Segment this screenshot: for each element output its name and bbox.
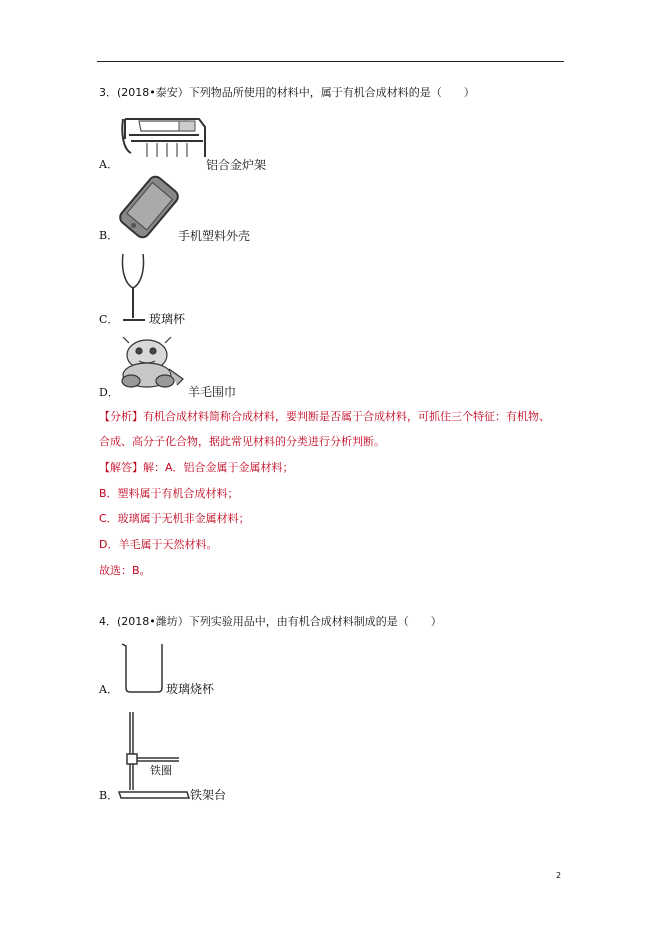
q3-option-b-letter: B． <box>99 229 119 242</box>
q4-option-a-letter: A． <box>99 683 118 696</box>
beaker-image <box>120 640 168 694</box>
q4-stem: 4．(2018•潍坊）下列实验用品中，由有机合成材料制成的是（ ） <box>99 615 442 628</box>
iron-stand-image <box>117 708 197 802</box>
q3-answer-line5: 故选：B。 <box>99 564 151 577</box>
q3-option-d-letter: D． <box>99 386 119 399</box>
q3-analysis-line1: 【分析】有机合成材料简称合成材料，要判断是否属于合成材料，可抓住三个特征：有机物、 <box>99 410 550 423</box>
q3-option-a-label: 铝合金炉架 <box>206 158 267 172</box>
iron-ring-label: 铁圈 <box>150 764 172 777</box>
q4-option-b-letter: B． <box>99 789 119 802</box>
page-number: 2 <box>556 871 562 880</box>
q3-option-c-label: 玻璃杯 <box>149 312 186 326</box>
q3-option-b-label: 手机塑料外壳 <box>178 229 251 243</box>
q3-answer-line4: D．羊毛属于天然材料。 <box>99 538 218 551</box>
q4-option-b-label: 铁架台 <box>190 788 227 802</box>
q3-option-a-letter: A． <box>99 158 118 171</box>
wool-scarf-image <box>117 335 187 391</box>
q3-option-c-letter: C． <box>99 313 119 326</box>
q3-answer-line1: 【解答】解：A．铝合金属于金属材料； <box>99 461 294 474</box>
q3-stem: 3．(2018•泰安）下列物品所使用的材料中，属于有机合成材料的是（ ） <box>99 86 475 99</box>
wine-glass-image <box>119 250 149 324</box>
q4-option-a-label: 玻璃烧杯 <box>166 682 215 696</box>
stove-rack-image <box>119 113 207 163</box>
q3-answer-line2: B．塑料属于有机合成材料； <box>99 487 239 500</box>
q3-option-d-label: 羊毛围巾 <box>188 385 237 399</box>
phone-image <box>118 174 180 240</box>
header-rule <box>97 61 564 62</box>
q3-answer-line3: C．玻璃属于无机非金属材料； <box>99 512 250 525</box>
q3-analysis-line2: 合成、高分子化合物，据此常见材料的分类进行分析判断。 <box>99 435 385 448</box>
